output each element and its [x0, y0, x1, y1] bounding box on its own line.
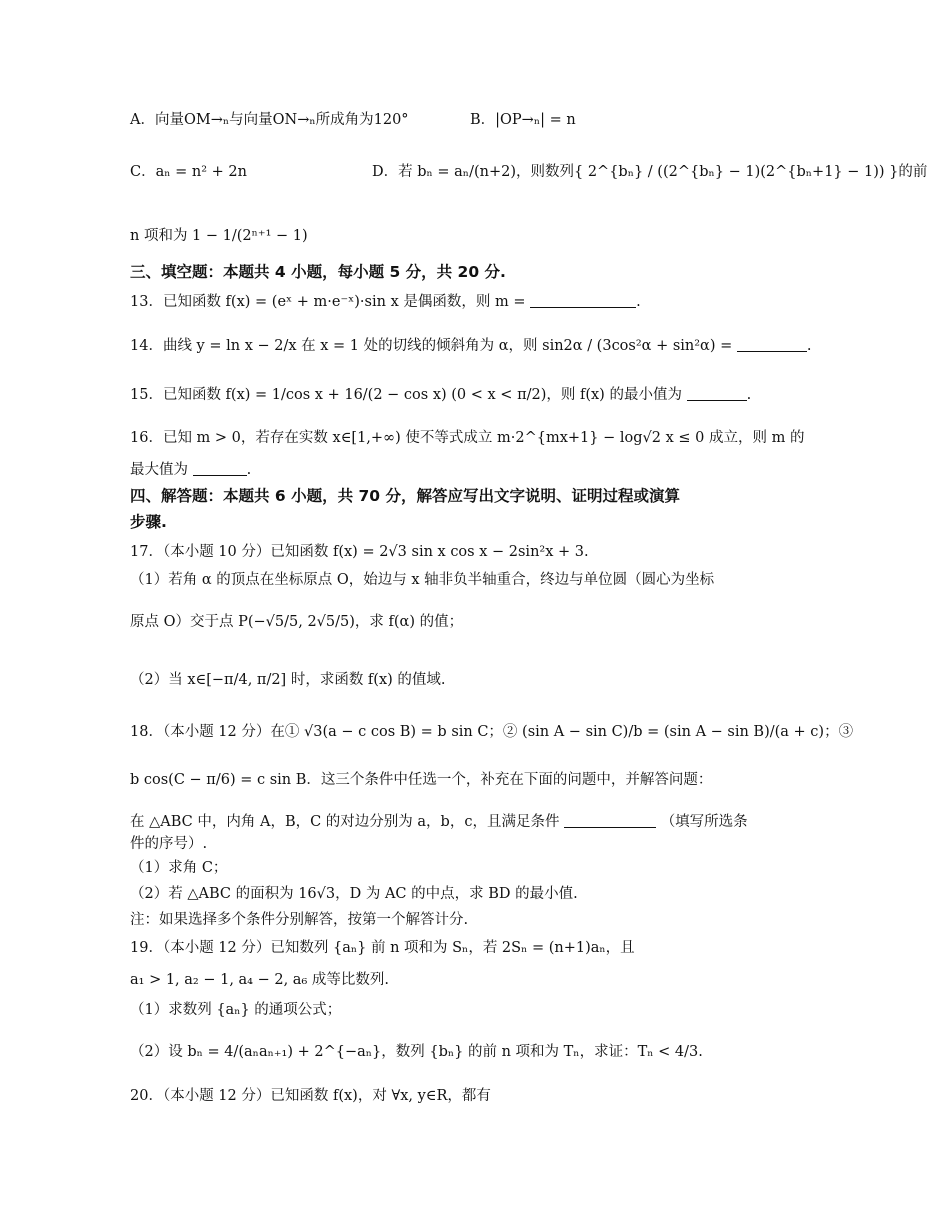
question-16-text: 最大值为: [130, 462, 188, 478]
question-15: 15．已知函数 f(x) = 1/cos x + 16/(2 − cos x) (0 < x < π/2)，则 f(x) 的最小值为 .: [130, 387, 752, 403]
question-19-part-1: （1）求数列 {aₙ} 的通项公式；: [130, 1002, 342, 1018]
question-18-note: 注：如果选择多个条件分别解答，按第一个解答计分.: [130, 912, 469, 928]
q12-option-b: B．|OP→ₙ| = n: [470, 112, 576, 128]
question-18-stem-line-3: [130, 812, 748, 832]
section-4-heading-line-1: 四、解答题：本题共 6 小题，共 70 分，解答应写出文字说明、证明过程或演算: [130, 487, 680, 505]
question-19-part-2: （2）设 bₙ = 4/(aₙaₙ₊₁) + 2^{−aₙ}，数列 {bₙ} 的前 n 项和为 Tₙ，求证：Tₙ < 4/3.: [130, 1044, 703, 1060]
q12-option-d-continued: n 项和为 1 − 1/(2ⁿ⁺¹ − 1): [130, 228, 308, 244]
question-18-stem-line-2: b cos(C − π/6) = c sin B．这三个条件中任选一个，补充在下面的问题中，并解答问题：: [130, 772, 713, 788]
q12-option-d: D．若 bₙ = aₙ/(n+2)，则数列{ 2^{bₙ} / ((2^{bₙ} − 1)(2^{bₙ+1} − 1)) }的前: [372, 164, 927, 180]
question-19-stem-line-2: a₁ > 1, a₂ − 1, a₄ − 2, a₆ 成等比数列.: [130, 972, 389, 988]
question-15-text: 15．已知函数 f(x) = 1/cos x + 16/(2 − cos x) (0 < x < π/2)，则 f(x) 的最小值为: [130, 387, 682, 403]
answer-blank-15: [687, 386, 747, 401]
question-18-stem-line-3-text: 在 △ABC 中，内角 A，B，C 的对边分别为 a，b，c，且满足条件: [130, 814, 560, 830]
question-13-text: 13．已知函数 f(x) = (eˣ + m·e⁻ˣ)·sin x 是偶函数，则 m =: [130, 294, 526, 310]
question-18-stem-line-4: 件的序号）.: [130, 836, 208, 852]
question-16-line-2: 最大值为 .: [130, 462, 252, 478]
question-19-stem-line-1: 19．（本小题 12 分）已知数列 {aₙ} 前 n 项和为 Sₙ，若 2Sₙ = (n+1)aₙ，且: [130, 940, 635, 956]
question-14: 14．曲线 y = ln x − 2/x 在 x = 1 处的切线的倾斜角为 α，则 sin2α / (3cos²α + sin²α) = .: [130, 338, 812, 354]
question-17-part-1-line-2: 原点 O）交于点 P(−√5/5, 2√5/5)，求 f(α) 的值；: [130, 614, 464, 630]
answer-blank-16: [193, 461, 247, 476]
question-20-stem-line-1: 20．（本小题 12 分）已知函数 f(x)，对 ∀x, y∈R，都有: [130, 1088, 491, 1104]
question-14-text: 14．曲线 y = ln x − 2/x 在 x = 1 处的切线的倾斜角为 α，则 sin2α / (3cos²α + sin²α) =: [130, 338, 733, 354]
q12-option-a: A．向量OM→ₙ与向量ON→ₙ所成角为120°: [130, 112, 409, 128]
answer-blank-18: [564, 813, 656, 828]
answer-blank-13: [530, 293, 636, 308]
q12-option-c: C．aₙ = n² + 2n: [130, 164, 247, 180]
section-4-heading-line-2: 步骤.: [130, 513, 167, 531]
question-18-stem-line-3-tail: （填写所选条: [660, 814, 748, 830]
question-16-line-1: 16．已知 m > 0，若存在实数 x∈[1,+∞) 使不等式成立 m·2^{mx+1} − log√2 x ≤ 0 成立，则 m 的: [130, 430, 805, 446]
question-18-part-1: （1）求角 C；: [130, 860, 228, 876]
question-18-stem-line-1: 18．（本小题 12 分）在① √3(a − c cos B) = b sin C；② (sin A − sin C)/b = (sin A − sin B)/(a + c)；③: [130, 724, 854, 740]
question-17-part-1-line-1: （1）若角 α 的顶点在坐标原点 O，始边与 x 轴非负半轴重合，终边与单位圆（圆心为坐标: [130, 572, 715, 588]
answer-blank-14: [737, 337, 807, 352]
question-13: 13．已知函数 f(x) = (eˣ + m·e⁻ˣ)·sin x 是偶函数，则 m = .: [130, 294, 641, 310]
question-17-stem: 17．（本小题 10 分）已知函数 f(x) = 2√3 sin x cos x − 2sin²x + 3.: [130, 544, 589, 560]
section-3-heading: 三、填空题：本题共 4 小题，每小题 5 分，共 20 分.: [130, 263, 506, 281]
question-17-part-2: （2）当 x∈[−π/4, π/2] 时，求函数 f(x) 的值域.: [130, 672, 446, 688]
question-18-part-2: （2）若 △ABC 的面积为 16√3，D 为 AC 的中点，求 BD 的最小值.: [130, 886, 578, 902]
